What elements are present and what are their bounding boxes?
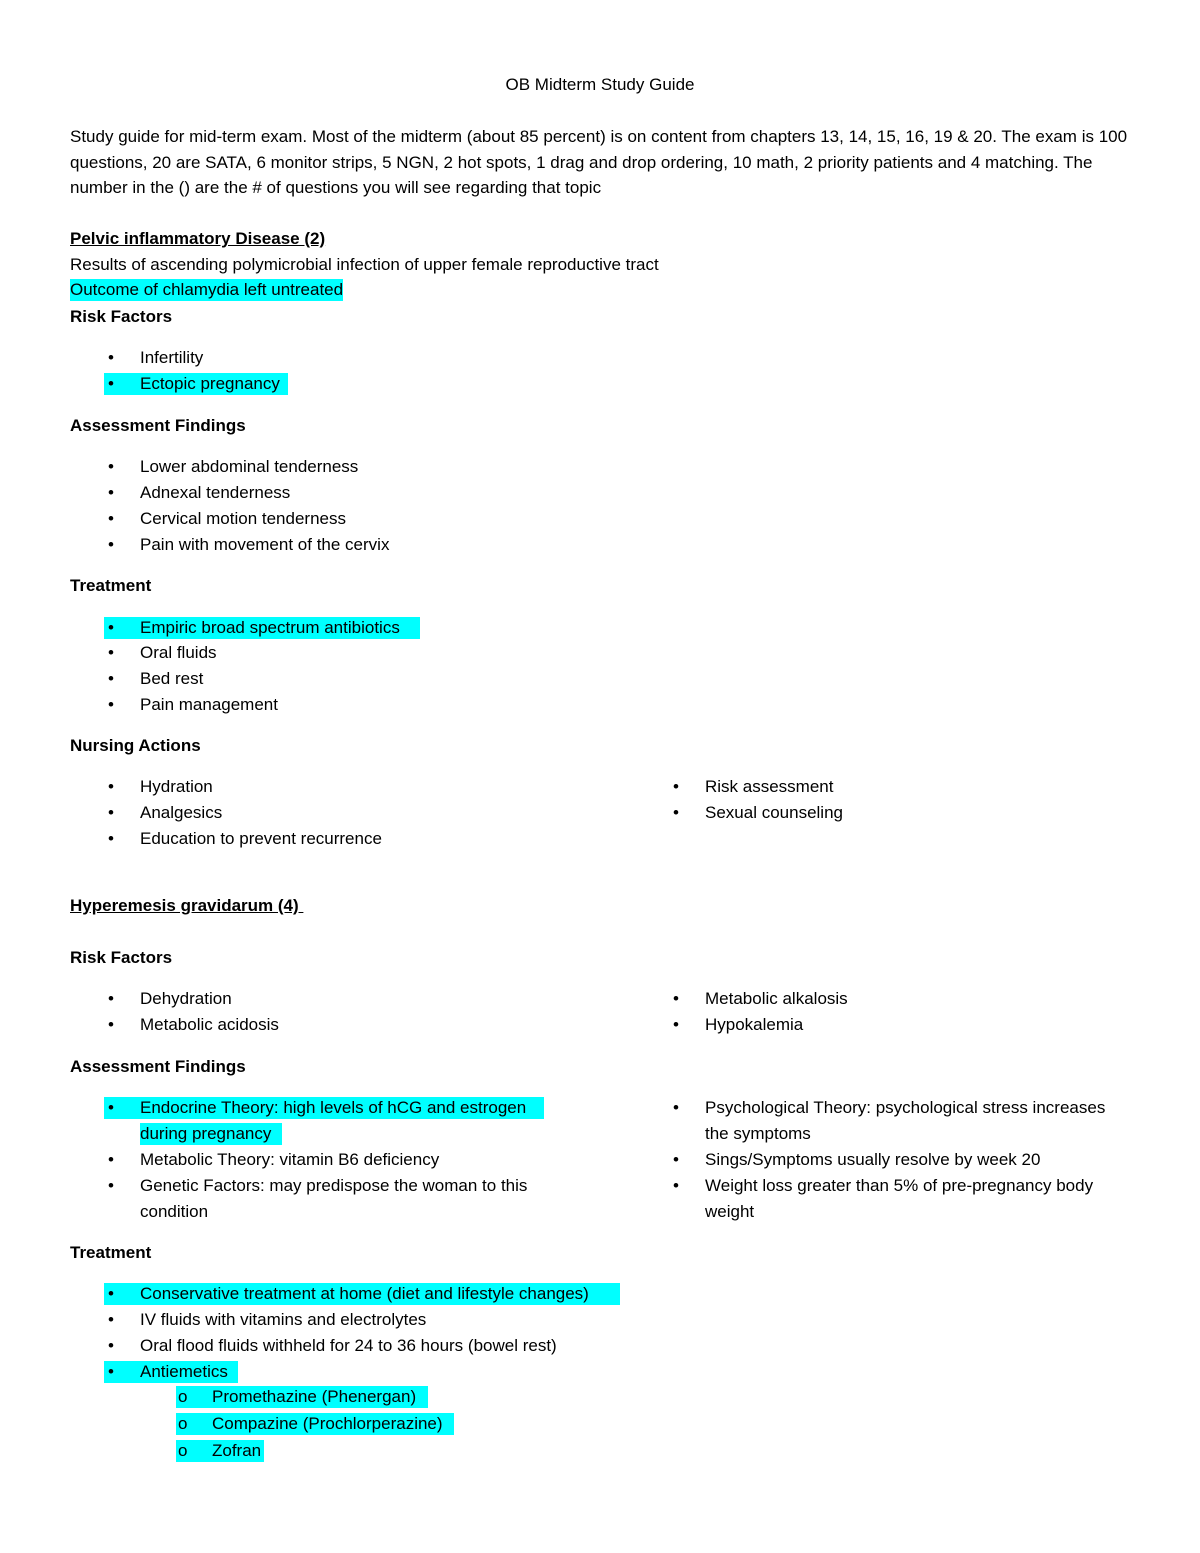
pid-treat-item: Pain management — [140, 695, 278, 714]
bullet: • — [108, 1176, 114, 1195]
bullet: • — [108, 348, 114, 367]
bullet: • — [673, 989, 679, 1008]
bullet: • — [108, 1310, 114, 1329]
hg-risk-item: Hypokalemia — [705, 1015, 804, 1034]
hg-treat-item: Antiemetics — [140, 1362, 228, 1381]
pid-treat-item: Oral fluids — [140, 643, 217, 662]
pid-nursing-title: Nursing Actions — [70, 736, 201, 755]
pid-treat-title: Treatment — [70, 576, 152, 595]
hg-heading: Hyperemesis gravidarum (4) — [70, 896, 304, 915]
pid-nursing-item: Hydration — [140, 777, 213, 796]
bullet: • — [108, 1362, 114, 1381]
bullet: • — [108, 1336, 114, 1355]
bullet: • — [108, 829, 114, 848]
hg-assess-item: Sings/Symptoms usually resolve by week 20 — [705, 1150, 1041, 1169]
pid-nursing-item: Analgesics — [140, 803, 223, 822]
pid-treat-item: Empiric broad spectrum antibiotics — [140, 618, 400, 637]
bullet: • — [108, 803, 114, 822]
intro-paragraph: Study guide for mid-term exam. Most of the midterm (about 85 percent) is on content from chapters 13, 14, 15, 16, 19 & 20. The exam is 100 questions, 20 are SATA, 6 monitor strips, 5 NGN, 2 hot spots, 1 drag and drop ordering, 10 math, 2 priority patients and 4 matching. The number in the () are the # of questions you will see regarding that topic — [70, 127, 1128, 197]
bullet: • — [673, 1098, 679, 1117]
bullet: • — [108, 509, 114, 528]
bullet: • — [108, 695, 114, 714]
bullet: • — [108, 777, 114, 796]
sub-bullet-marker: o — [178, 1441, 188, 1460]
antiemetic-item: Promethazine (Phenergan) — [212, 1387, 417, 1406]
pid-assess-item: Cervical motion tenderness — [140, 509, 346, 528]
pid-line-2: Outcome of chlamydia left untreated — [70, 280, 344, 299]
bullet: • — [108, 989, 114, 1008]
hg-assess-item: Genetic Factors: may predispose the woman to this condition — [140, 1176, 528, 1221]
bullet: • — [673, 1015, 679, 1034]
antiemetic-item: Compazine (Prochlorperazine) — [212, 1414, 443, 1433]
pid-nursing-item: Sexual counseling — [705, 803, 843, 822]
hg-treat-title: Treatment — [70, 1243, 152, 1262]
pid-line-1: Results of ascending polymicrobial infection of upper female reproductive tract — [70, 255, 659, 274]
hg-assess-item: Endocrine Theory: high levels of hCG and estrogen during pregnancy — [140, 1098, 527, 1143]
hg-treat-item: IV fluids with vitamins and electrolytes — [140, 1310, 427, 1329]
pid-treat-item: Bed rest — [140, 669, 204, 688]
bullet: • — [108, 669, 114, 688]
hg-treat-item: Conservative treatment at home (diet and lifestyle changes) — [140, 1284, 589, 1303]
pid-risk-item: Ectopic pregnancy — [140, 374, 280, 393]
pid-assess-item: Pain with movement of the cervix — [140, 535, 390, 554]
hg-treat-item: Oral flood fluids withheld for 24 to 36 hours (bowel rest) — [140, 1336, 557, 1355]
hg-risk-item: Metabolic acidosis — [140, 1015, 279, 1034]
hg-risk-title: Risk Factors — [70, 948, 173, 967]
hg-assess-item: Psychological Theory: psychological stress increases the symptoms — [705, 1098, 1106, 1143]
bullet: • — [108, 618, 114, 637]
bullet: • — [108, 1015, 114, 1034]
bullet: • — [108, 483, 114, 502]
bullet: • — [673, 1150, 679, 1169]
page-title: OB Midterm Study Guide — [505, 75, 695, 94]
sub-bullet-marker: o — [178, 1387, 188, 1406]
antiemetic-item: Zofran — [212, 1441, 262, 1460]
hg-risk-item: Dehydration — [140, 989, 232, 1008]
bullet: • — [108, 374, 114, 393]
pid-risk-title: Risk Factors — [70, 307, 173, 326]
pid-assess-title: Assessment Findings — [70, 416, 246, 435]
pid-nursing-item: Risk assessment — [705, 777, 834, 796]
bullet: • — [673, 777, 679, 796]
bullet: • — [108, 1284, 114, 1303]
bullet: • — [673, 1176, 679, 1195]
pid-assess-item: Adnexal tenderness — [140, 483, 291, 502]
hg-assess-item: Metabolic Theory: vitamin B6 deficiency — [140, 1150, 440, 1169]
bullet: • — [108, 535, 114, 554]
pid-assess-item: Lower abdominal tenderness — [140, 457, 359, 476]
pid-risk-item: Infertility — [140, 348, 204, 367]
pid-nursing-item: Education to prevent recurrence — [140, 829, 382, 848]
hg-assess-item: Weight loss greater than 5% of pre-pregnancy body weight — [705, 1176, 1094, 1221]
pid-heading: Pelvic inflammatory Disease (2) — [70, 229, 326, 248]
bullet: • — [108, 457, 114, 476]
bullet: • — [108, 1150, 114, 1169]
sub-bullet-marker: o — [178, 1414, 188, 1433]
hg-risk-item: Metabolic alkalosis — [705, 989, 848, 1008]
bullet: • — [673, 803, 679, 822]
hg-assess-title: Assessment Findings — [70, 1057, 246, 1076]
bullet: • — [108, 1098, 114, 1117]
bullet: • — [108, 643, 114, 662]
